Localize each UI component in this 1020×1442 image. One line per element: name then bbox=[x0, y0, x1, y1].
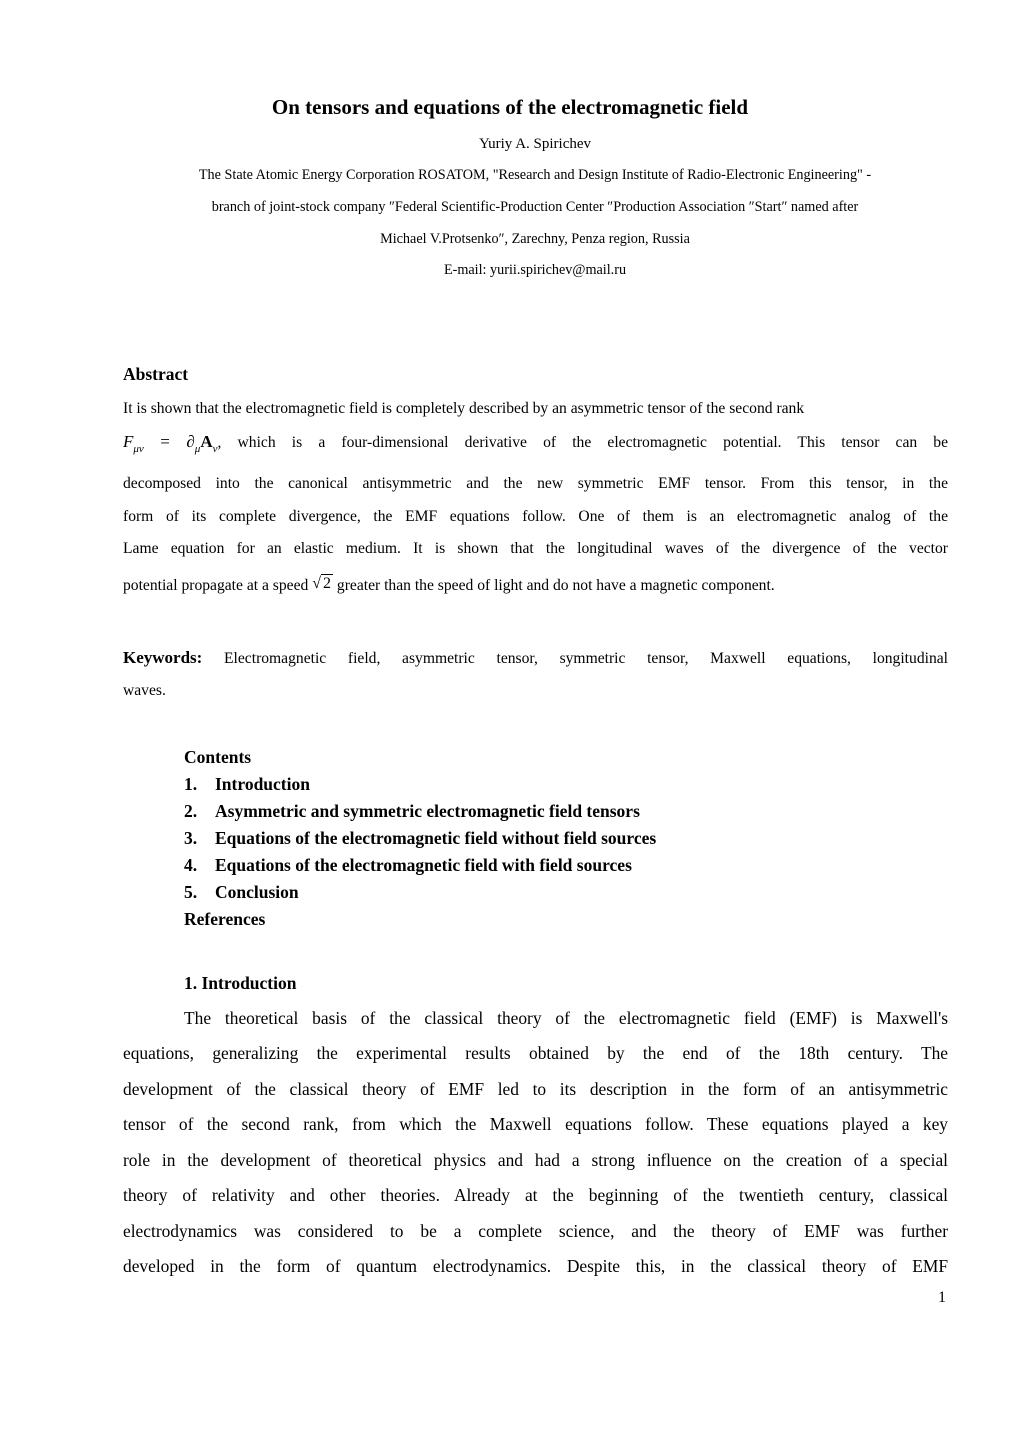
body-line: role in the development of theoretical physics and had a strong influence on the creation of a special bbox=[123, 1150, 948, 1170]
body-line: equations, generalizing the experimental results obtained by the end of the 18th century. The bbox=[123, 1043, 948, 1063]
affiliation-line-1: The State Atomic Energy Corporation ROSATOM, "Research and Design Institute of Radio-Electronic Engineering" - bbox=[198, 167, 872, 183]
abstract-line-2: $F_{\mu\nu} = \partial_\mu A_\nu$, which is a four-dimensional derivative of the electromagnetic potential. This tensor can be bbox=[123, 432, 949, 455]
contents-heading: Contents bbox=[184, 747, 252, 767]
abstract-line-4: form of its complete divergence, the EMF equations follow. One of them is an electromagnetic analog of the bbox=[123, 508, 948, 525]
abstract-line-6: potential propagate at a speed √ 2 greater than the speed of light and do not have a magnetic component. bbox=[123, 575, 775, 594]
tensor-equation: $F_{\mu\nu} = \partial_\mu A_\nu$ bbox=[123, 432, 218, 455]
author-name: Yuriy A. Spirichev bbox=[478, 136, 592, 152]
contents-references: References bbox=[184, 909, 266, 929]
paper-title: On tensors and equations of the electromagnetic field bbox=[271, 95, 749, 119]
contents-item: 4. Equations of the electromagnetic field with field sources bbox=[184, 855, 632, 875]
abstract-line-3: decomposed into the canonical antisymmetric and the new symmetric EMF tensor. From this tensor, in the bbox=[123, 475, 948, 492]
author-email: E-mail: yurii.spirichev@mail.ru bbox=[443, 262, 627, 278]
contents-item: 1. Introduction bbox=[184, 774, 310, 794]
keywords-label: Keywords: bbox=[123, 648, 203, 667]
page-number: 1 bbox=[938, 1289, 946, 1306]
contents-item: 3. Equations of the electromagnetic field without field sources bbox=[184, 828, 657, 848]
body-line: developed in the form of quantum electrodynamics. Despite this, in the classical theory of EMF bbox=[123, 1256, 948, 1276]
abstract-heading: Abstract bbox=[123, 364, 189, 384]
sqrt-two: √ 2 bbox=[312, 575, 332, 592]
body-line: development of the classical theory of EMF led to its description in the form of an antisymmetric bbox=[123, 1079, 948, 1099]
contents-item: 2. Asymmetric and symmetric electromagnetic field tensors bbox=[184, 801, 640, 821]
body-line: theory of relativity and other theories. Already at the beginning of the twentieth century, classical bbox=[123, 1185, 948, 1205]
body-line: electrodynamics was considered to be a complete science, and the theory of EMF was further bbox=[123, 1221, 948, 1241]
keywords-line-1: Keywords: Electromagnetic field, asymmetric tensor, symmetric tensor, Maxwell equations, longitudinal bbox=[123, 648, 948, 667]
introduction-heading: 1. Introduction bbox=[184, 973, 297, 993]
abstract-line-1: It is shown that the electromagnetic field is completely described by an asymmetric tensor of the second rank bbox=[123, 400, 805, 417]
abstract-line-5: Lame equation for an elastic medium. It is shown that the longitudinal waves of the divergence of the vector bbox=[123, 540, 948, 557]
body-line: tensor of the second rank, from which the Maxwell equations follow. These equations played a key bbox=[123, 1114, 948, 1134]
body-line: The theoretical basis of the classical theory of the electromagnetic field (EMF) is Maxwell's bbox=[184, 1008, 948, 1028]
affiliation-line-3: Michael V.Protsenko″, Zarechny, Penza region, Russia bbox=[380, 231, 690, 247]
keywords-line-2: waves. bbox=[123, 682, 166, 699]
contents-item: 5. Conclusion bbox=[184, 882, 299, 902]
affiliation-line-2: branch of joint-stock company ″Federal Scientific-Production Center ″Production Association ″Start″ named after bbox=[211, 199, 859, 215]
